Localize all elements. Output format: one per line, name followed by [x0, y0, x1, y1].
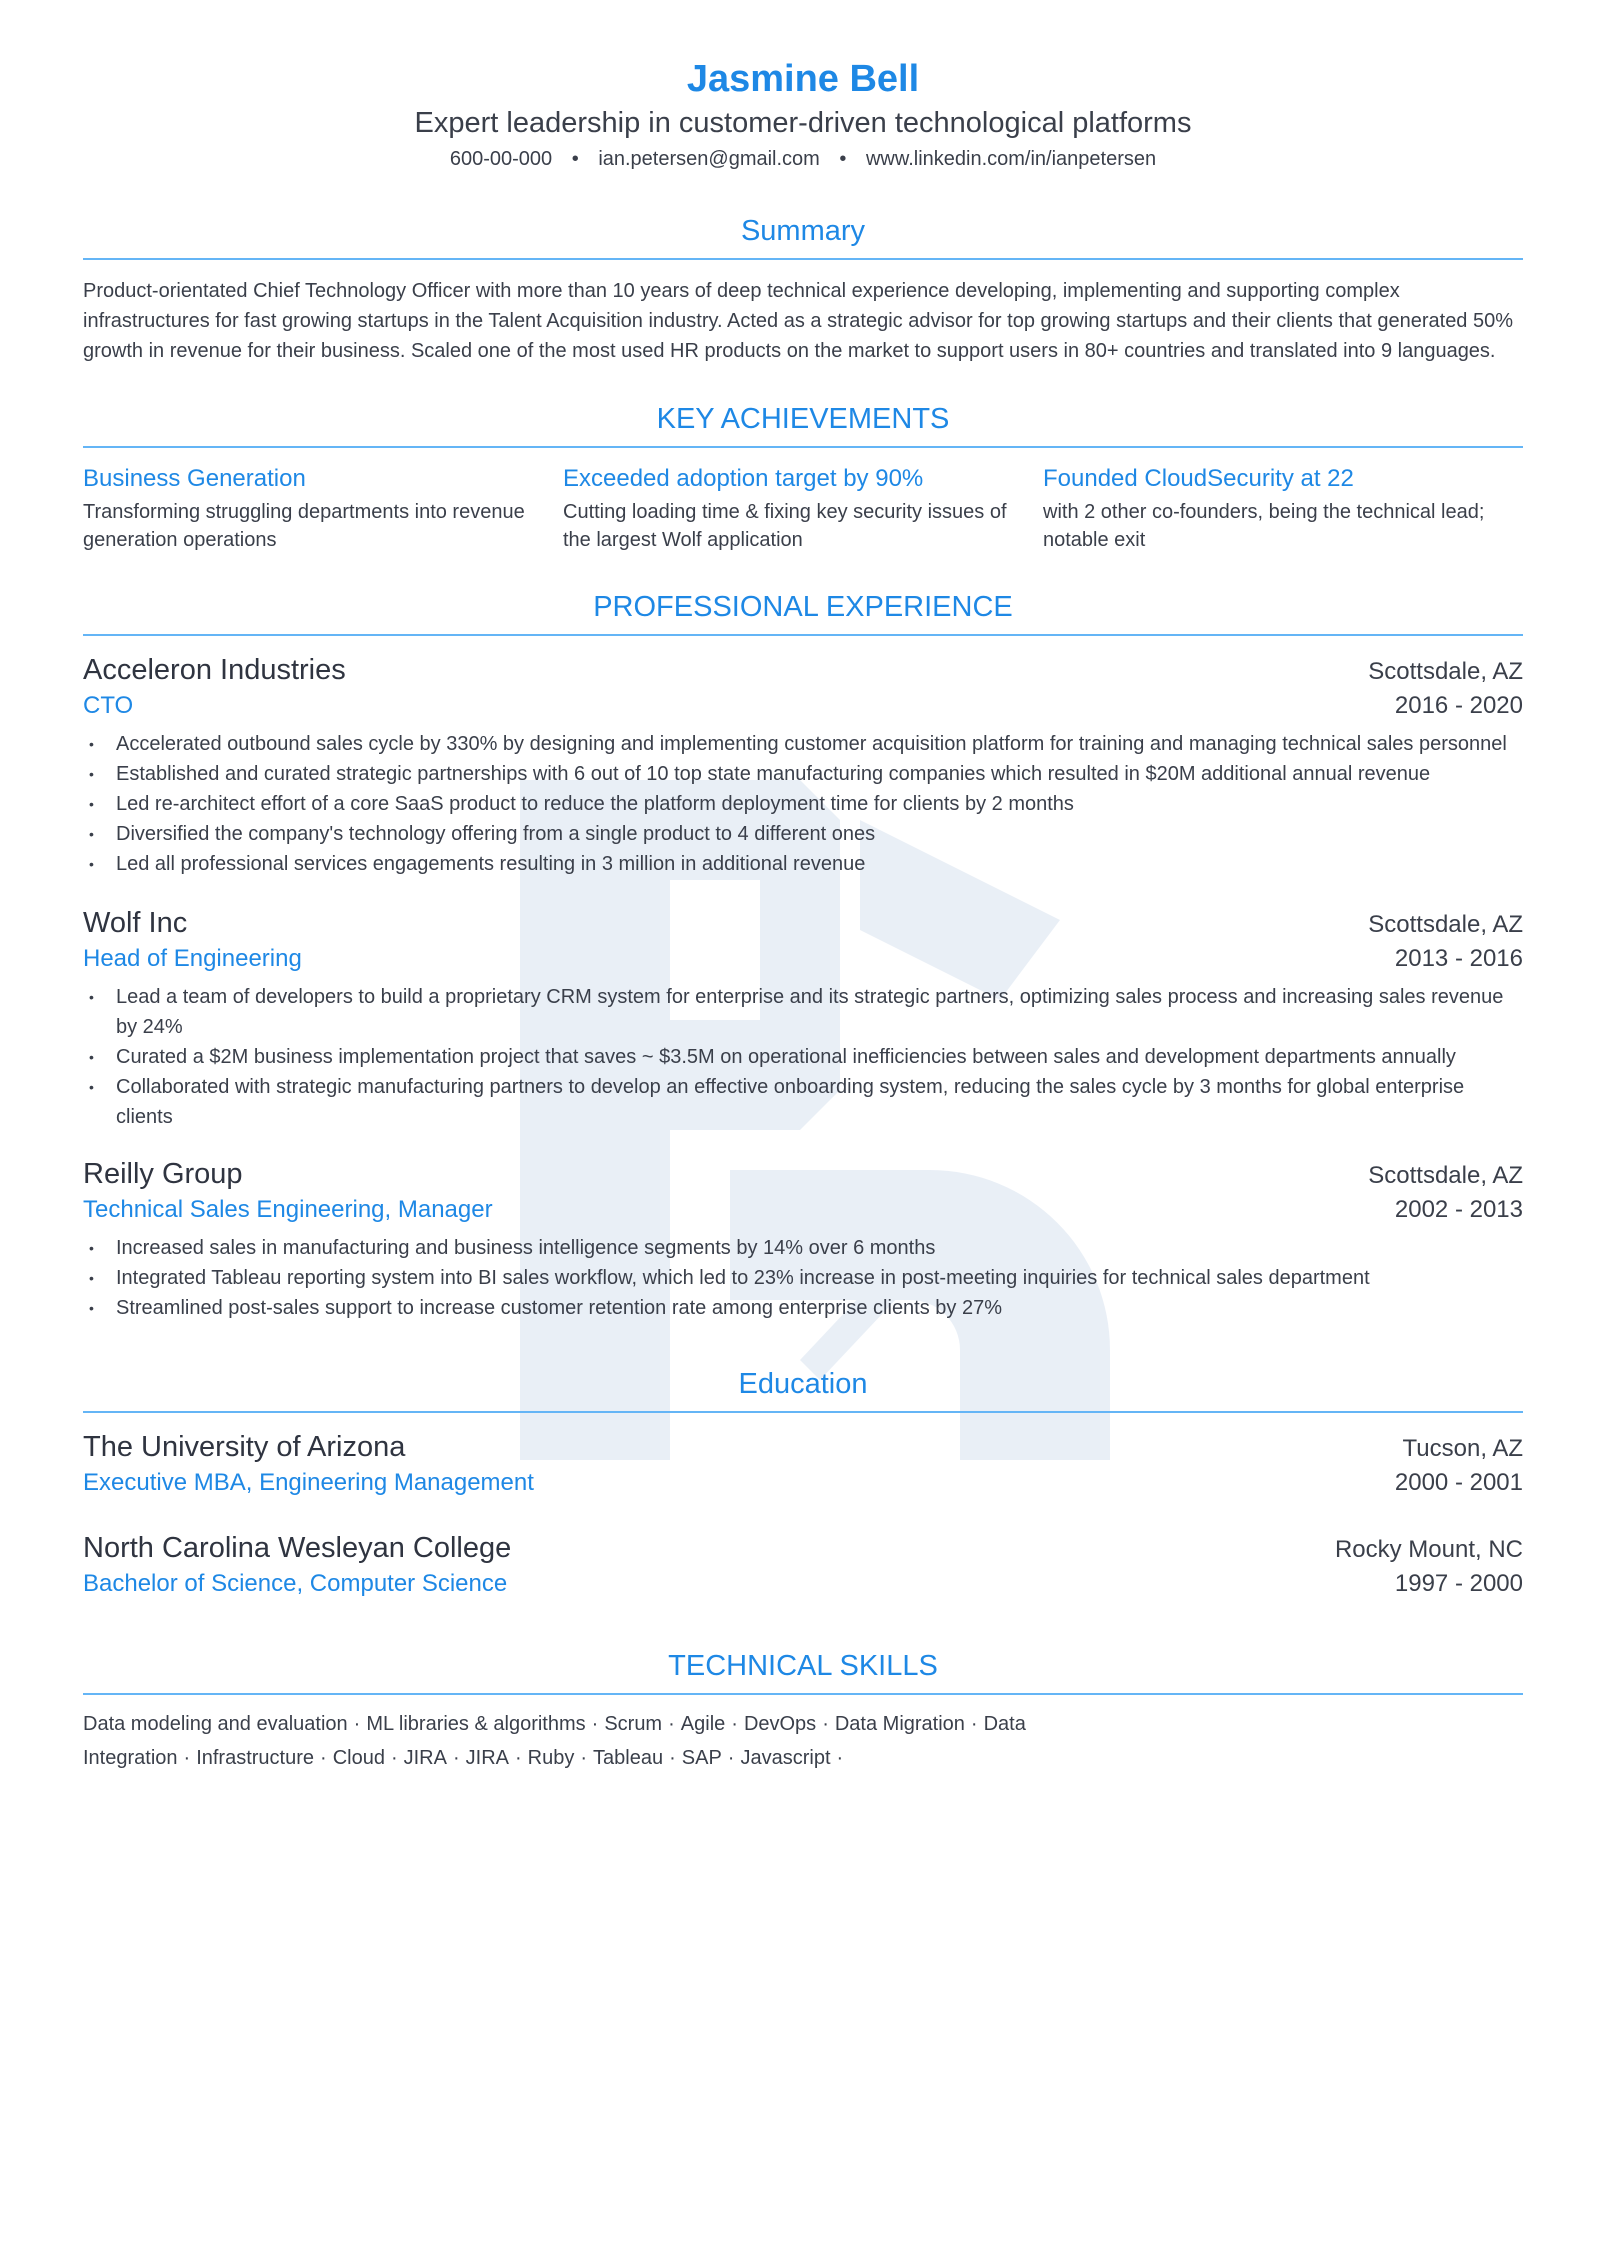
skill-item: Ruby [527, 1747, 575, 1769]
candidate-name: Jasmine Bell [686, 58, 920, 100]
skill-item: JIRA [403, 1747, 447, 1769]
achievement-description: Cutting loading time & fixing key security issues of the largest Wolf application [563, 501, 1007, 551]
job-bullet: • Increased sales in manufacturing and business intelligence segments by 14% over 6 months [83, 1233, 1523, 1263]
education-subheader [83, 1567, 1523, 1601]
skill-item: DevOps [743, 1713, 817, 1735]
company-name: Wolf Inc [83, 907, 188, 939]
skill-separator: · [836, 1747, 844, 1769]
skills-section [83, 1649, 1523, 1775]
skill-separator: · [591, 1713, 599, 1735]
job-location: Scottsdale, AZ [1368, 658, 1523, 685]
job-location: Scottsdale, AZ [1368, 1162, 1523, 1189]
contact-line [83, 146, 1523, 172]
education-dates: 1997 - 2000 [1394, 1570, 1523, 1597]
skill-separator: · [353, 1713, 361, 1735]
job-role: Technical Sales Engineering, Manager [83, 1196, 493, 1223]
job-bullet: • Accelerated outbound sales cycle by 330% by designing and implementing customer acquisition platform for training and managing technical sales personnel [83, 729, 1523, 759]
linkedin-link[interactable]: www.linkedin.com/in/ianpetersen [865, 148, 1157, 170]
education-header [83, 1530, 1523, 1567]
job-subheader [83, 1193, 1523, 1227]
job-bullets [83, 1233, 1523, 1323]
skill-item: Scrum [604, 1713, 663, 1735]
degree: Bachelor of Science, Computer Science [83, 1570, 508, 1597]
job-header [83, 1156, 1523, 1193]
achievement-title: Founded CloudSecurity at 22 [1043, 465, 1354, 492]
achievement-item [563, 464, 1043, 554]
achievement-description: Transforming struggling departments into revenue generation operations [83, 501, 525, 551]
skill-separator: · [669, 1747, 676, 1769]
summary-heading: Summary [83, 214, 1523, 260]
job-bullet: • Collaborated with strategic manufacturing partners to develop an effective onboarding system, reducing the sales cycle by 3 months for global enterprise clients [83, 1072, 1523, 1132]
job-dates: 2002 - 2013 [1394, 1196, 1523, 1223]
school-name: North Carolina Wesleyan College [83, 1532, 512, 1564]
skill-item: Agile [680, 1713, 726, 1735]
skill-separator: · [183, 1747, 191, 1769]
job-subheader [83, 689, 1523, 723]
achievement-item [83, 464, 563, 554]
summary-text: Product-orientated Chief Technology Officer with more than 10 years of deep technical experience developing, implementing and supporting complex infrastructures for fast growing startups in the Talent Acquisition industry. Acted as a strategic advisor for top growing startups and their clients that generated 50% growth in revenue for their business. Scaled one of the most used HR products on the market to support users in 80+ countries and translated into 9 languages. [83, 280, 1514, 362]
education-section [83, 1367, 1523, 1601]
achievements-list [83, 464, 1523, 554]
contact-separator: • [571, 148, 579, 170]
job-role: CTO [83, 692, 134, 719]
skill-item: Javascript [740, 1747, 831, 1769]
job-location: Scottsdale, AZ [1368, 911, 1523, 938]
skill-item: JIRA [465, 1747, 509, 1769]
achievement-title: Business Generation [83, 465, 306, 492]
contact-separator: • [839, 148, 847, 170]
resume-content [83, 0, 1523, 1775]
job-bullet: • Led re-architect effort of a core SaaS product to reduce the platform deployment time for clients by 2 months [83, 789, 1523, 819]
job-entry [83, 1156, 1523, 1323]
education-subheader [83, 1466, 1523, 1500]
job-bullets [83, 982, 1523, 1132]
skill-separator: · [731, 1713, 738, 1735]
summary-section [83, 214, 1523, 366]
job-header [83, 652, 1523, 689]
job-role: Head of Engineering [83, 945, 302, 972]
skill-separator: · [668, 1713, 675, 1735]
achievements-section [83, 402, 1523, 554]
experience-heading: PROFESSIONAL EXPERIENCE [83, 590, 1523, 636]
job-header [83, 905, 1523, 942]
school-location: Tucson, AZ [1402, 1435, 1523, 1462]
skill-separator: · [390, 1747, 398, 1769]
achievements-heading: KEY ACHIEVEMENTS [83, 402, 1523, 448]
experience-section [83, 590, 1523, 1323]
job-bullet: • Streamlined post-sales support to increase customer retention rate among enterprise clients by 27% [83, 1293, 1523, 1323]
skills-list [83, 1707, 1523, 1775]
company-name: Acceleron Industries [83, 654, 346, 686]
skill-separator: · [320, 1747, 327, 1769]
skill-item: Data Migration [834, 1713, 965, 1735]
skill-separator: · [514, 1747, 522, 1769]
skill-separator: · [822, 1713, 829, 1735]
skill-separator: · [580, 1747, 588, 1769]
school-location: Rocky Mount, NC [1334, 1536, 1523, 1563]
education-dates: 2000 - 2001 [1394, 1469, 1523, 1496]
skills-heading: TECHNICAL SKILLS [83, 1649, 1523, 1695]
achievement-item [1043, 464, 1523, 554]
job-dates: 2013 - 2016 [1394, 945, 1523, 972]
email-address[interactable]: ian.petersen@gmail.com [598, 148, 820, 170]
candidate-headline: Expert leadership in customer-driven technological platforms [414, 107, 1192, 139]
achievement-description: with 2 other co-founders, being the technical lead; notable exit [1043, 501, 1485, 551]
job-dates: 2016 - 2020 [1394, 692, 1523, 719]
job-bullet: • Integrated Tableau reporting system into BI sales workflow, which led to 23% increase in post-meeting inquiries for technical sales department [83, 1263, 1523, 1293]
job-entry [83, 905, 1523, 1132]
skill-separator: · [970, 1713, 978, 1735]
resume-header [83, 0, 1523, 172]
job-bullet: • Led all professional services engagements resulting in 3 million in additional revenue [83, 849, 1523, 879]
job-subheader [83, 942, 1523, 976]
job-bullet: • Lead a team of developers to build a proprietary CRM system for enterprise and its strategic partners, optimizing sales process and increasing sales revenue by 24% [83, 982, 1523, 1042]
education-entry [83, 1530, 1523, 1601]
education-entry [83, 1429, 1523, 1500]
degree: Executive MBA, Engineering Management [83, 1469, 534, 1496]
skill-separator: · [452, 1747, 460, 1769]
skill-item: SAP [681, 1747, 722, 1769]
job-bullet: • Curated a $2M business implementation project that saves ~ $3.5M on operational inefficiencies between sales and development departments annually [83, 1042, 1523, 1072]
skill-item: Infrastructure [196, 1747, 315, 1769]
skill-separator: · [727, 1747, 735, 1769]
job-bullets [83, 729, 1523, 879]
phone-number: 600-00-000 [449, 148, 553, 170]
skill-item: ML libraries & algorithms [366, 1713, 586, 1735]
achievement-title: Exceeded adoption target by 90% [563, 465, 924, 492]
skill-item: Data Integration [83, 1713, 1026, 1769]
job-bullet: • Diversified the company's technology offering from a single product to 4 different ones [83, 819, 1523, 849]
skill-item: Cloud [332, 1747, 385, 1769]
school-name: The University of Arizona [83, 1431, 406, 1463]
skill-item: Data modeling and evaluation [83, 1713, 348, 1735]
company-name: Reilly Group [83, 1158, 243, 1190]
education-header [83, 1429, 1523, 1466]
education-heading: Education [83, 1367, 1523, 1413]
job-entry [83, 652, 1523, 879]
job-bullet: • Established and curated strategic partnerships with 6 out of 10 top state manufacturing companies which resulted in $20M additional annual revenue [83, 759, 1523, 789]
skill-item: Tableau [593, 1747, 664, 1769]
